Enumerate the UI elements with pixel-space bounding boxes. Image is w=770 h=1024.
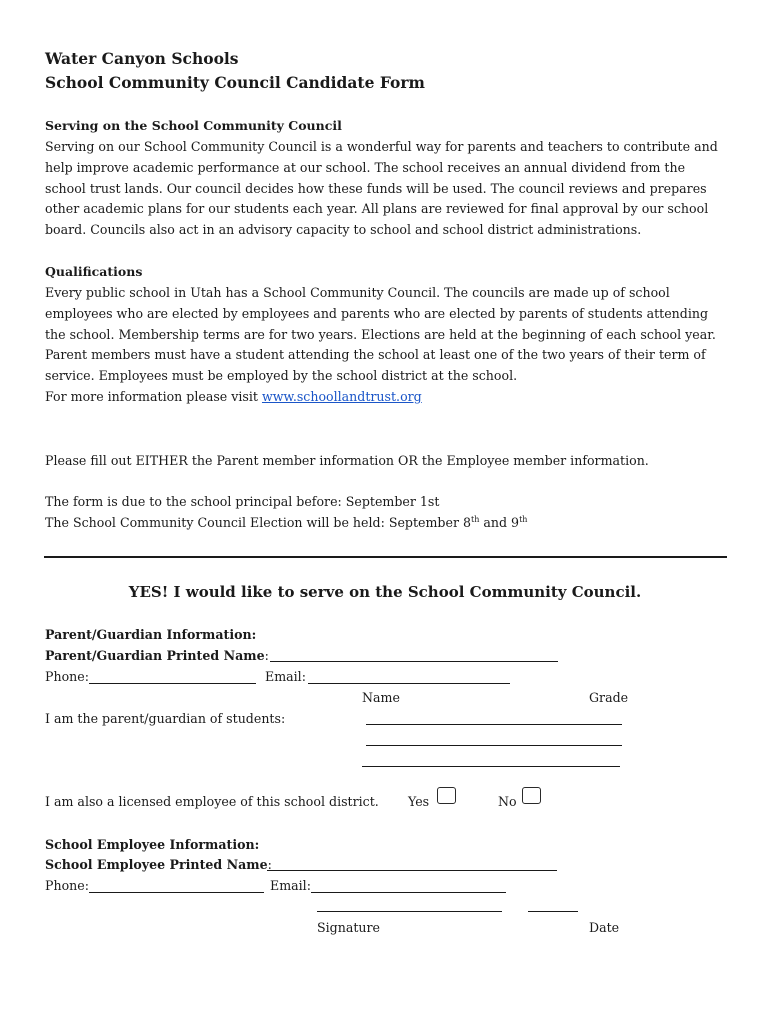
- yes-checkbox[interactable]: [437, 787, 456, 804]
- more-info-prefix: For more information please visit: [45, 388, 262, 404]
- parent-email-field[interactable]: [308, 683, 510, 684]
- no-checkbox[interactable]: [522, 787, 541, 804]
- employee-phone-field[interactable]: [89, 892, 264, 893]
- serving-line: board. Councils also act in an advisory capacity to school and school district administrations.: [45, 222, 642, 238]
- date-label: Date: [589, 920, 620, 935]
- date-field[interactable]: [528, 911, 578, 912]
- employee-printed-name-label: School Employee Printed Name:: [45, 857, 272, 872]
- serving-heading: Serving on the School Community Council: [45, 118, 342, 133]
- parent-phone-field[interactable]: [89, 683, 256, 684]
- signature-field[interactable]: [317, 911, 502, 912]
- section-divider: [44, 556, 727, 558]
- election-date-text: The School Community Council Election will be held: September 8th and 9th: [45, 514, 528, 530]
- parent-email-label: Email:: [265, 669, 306, 684]
- serve-banner: YES! I would like to serve on the School Community Council.: [128, 583, 642, 601]
- serving-line: Serving on our School Community Council is a wonderful way for parents and teachers to contribute and: [45, 139, 718, 154]
- employee-phone-label: Phone:: [45, 878, 89, 893]
- qualifications-line: service. Employees must be employed by the school district at the school.: [45, 368, 518, 384]
- more-info-line: [45, 387, 735, 408]
- student-grade-column-header: Grade: [589, 690, 629, 705]
- serving-line: school trust lands. Our council decides how these funds will be used. The council reviews and prepares: [45, 180, 707, 196]
- employee-email-field[interactable]: [311, 892, 506, 893]
- employee-info-heading: School Employee Information:: [45, 837, 260, 852]
- yes-label: Yes: [408, 794, 430, 809]
- student-entry-field-2[interactable]: [366, 745, 622, 746]
- serving-line: help improve academic performance at our school. The school receives an annual dividend from the: [45, 159, 686, 175]
- serving-paragraph: [45, 137, 735, 241]
- parent-printed-name-label: Parent/Guardian Printed Name:: [45, 648, 269, 663]
- org-name: Water Canyon Schools: [45, 49, 239, 68]
- qualifications-line: Every public school in Utah has a School Community Council. The councils are made up of school: [45, 285, 670, 300]
- qualifications-paragraph: [45, 283, 735, 408]
- parent-printed-name-field[interactable]: [270, 661, 558, 662]
- serving-line: other academic plans for our students each year. All plans are reviewed for final approval by our school: [45, 201, 709, 217]
- qualifications-line: employees who are elected by employees and parents who are elected by parents of students attending: [45, 305, 709, 321]
- employee-printed-name-field[interactable]: [267, 870, 557, 871]
- due-date-text: The form is due to the school principal before: September 1st: [45, 494, 440, 509]
- student-entry-field-3[interactable]: [362, 766, 620, 767]
- parent-info-heading: Parent/Guardian Information:: [45, 627, 257, 642]
- licensed-employee-question: I am also a licensed employee of this school district.: [45, 794, 379, 809]
- student-name-column-header: Name: [362, 690, 400, 705]
- no-label: No: [498, 794, 517, 809]
- parent-phone-label: Phone:: [45, 669, 89, 684]
- qualifications-line: Parent members must have a student attending the school at least one of the two years of their term of: [45, 347, 706, 363]
- students-label: I am the parent/guardian of students:: [45, 711, 286, 726]
- qualifications-line: the school. Membership terms are for two years. Elections are held at the beginning of each school year.: [45, 326, 716, 342]
- form-title: School Community Council Candidate Form: [45, 73, 425, 92]
- employee-email-label: Email:: [270, 878, 311, 893]
- either-or-instruction: Please fill out EITHER the Parent member information OR the Employee member information.: [45, 453, 649, 468]
- student-entry-field-1[interactable]: [366, 724, 622, 725]
- signature-label: Signature: [317, 920, 380, 935]
- qualifications-heading: Qualifications: [45, 264, 143, 279]
- schoollandtrust-link[interactable]: www.schoollandtrust.org: [261, 388, 422, 404]
